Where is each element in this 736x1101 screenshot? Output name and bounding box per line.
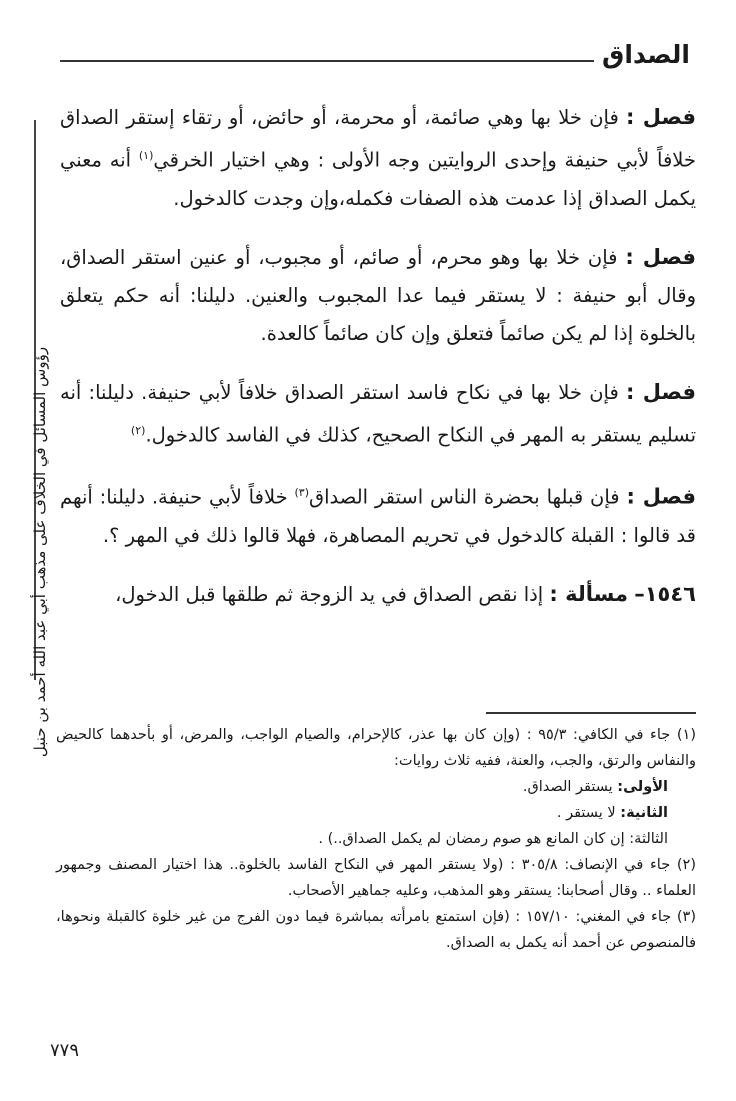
footnote-1-third: الثالثة: إن كان المانع هو صوم رمضان لم يكمل الصداق..) . (318, 831, 668, 847)
header-rule (60, 60, 594, 62)
paragraph-4 (60, 474, 696, 555)
footnote-marker[interactable]: (٢) (130, 423, 146, 437)
footnote-label: الثانية: (620, 805, 668, 821)
footnote-separator (486, 712, 696, 714)
footnote-2: (٢) جاء في الإنصاف: ٣٠٥/٨ : (ولا يستقر المهر في النكاح الفاسد بالخلوة.. هذا اختيار المصنف وجمهور العلماء .. وقال أصحابنا: يستقر وهو المذهب، وعليه جماهير الأصحاب. (56, 857, 696, 899)
paragraph-text: خلافاً لأبي حنيفة. دليلنا: أنهم قد قالوا : القبلة كالدخول في تحريم المصاهرة، فهلا قالوا ذلك في المهر ؟. (60, 485, 696, 547)
paragraph-3 (60, 373, 696, 455)
page-header (60, 40, 690, 74)
paragraph-2 (60, 238, 696, 353)
paragraph-text: فإن خلا بها وهي صائمة، أو محرمة، أو حائض، أو رتقاء إستقر الصداق خلافاً لأبي حنيفة وإحدى الروايتين وجه الأولى : وهي اختيار الخرقي (60, 106, 696, 172)
issue-heading (60, 575, 696, 614)
footnote-1: (١) جاء في الكافي: ٩٥/٣ : (وإن كان بها عذر، كالإحرام، والصيام الواجب، والمرض، أو بأحدهما كالحيض والنفاس والرتق، والجب، والعنة، ففيه ثلاث روايات: (56, 727, 696, 769)
running-title: الصداق (602, 40, 690, 69)
footnotes (56, 722, 696, 956)
paragraph-1 (60, 98, 696, 218)
footnote-text: يستقر الصداق. (522, 779, 613, 795)
paragraph-keyword: فصل : (626, 105, 696, 129)
footnote-text: لا يستقر . (556, 805, 616, 821)
footnote-1-first (56, 774, 696, 800)
paragraph-text: أنه معني يكمل الصداق إذا عدمت هذه الصفات فكمله،وإن وجدت كالدخول. (60, 148, 696, 210)
paragraph-keyword: فصل : (626, 379, 696, 404)
paragraph-keyword: فصل : (625, 244, 696, 269)
footnote-marker[interactable]: (١) (138, 149, 154, 162)
footnote-marker[interactable]: (٣) (294, 486, 309, 499)
paragraph-keyword: فصل : (626, 484, 696, 509)
paragraph-text: فإن خلا بها وهو محرم، أو صائم، أو مجبوب، أو عنين استقر الصداق، وقال أبو حنيفة : لا يستقر فيما عدا المجبوب والعنين. دليلنا: أنه حكم يتعلق بالخلوة إذا لم يكن صائماً فتعلق وإن كان صائماً كالعدة. (60, 245, 696, 345)
footnote-1-second (56, 800, 696, 826)
footnote-label: الأولى: (617, 779, 668, 795)
footnote-3: (٣) جاء في المغني: ١٥٧/١٠ : (فإن استمتع بامرأته بمباشرة فيما دون الفرج من غير خلوة كالقبلة ونحوها، فالمنصوص عن أحمد أنه يكمل به الصداق. (56, 909, 697, 951)
issue-keyword: مسألة : (549, 581, 629, 606)
paragraph-text: فإن خلا بها في نكاح فاسد استقر الصداق خلافاً لأبي حنيفة. دليلنا: أنه تسليم يستقر به المهر في النكاح الصحيح، كذلك في الفاسد كالدخول. (60, 380, 696, 446)
issue-text: إذا نقص الصداق في يد الزوجة ثم طلقها قبل الدخول، (115, 582, 544, 606)
issue-number: ١٥٤٦– (634, 581, 696, 606)
paragraph-text: فإن قبلها بحضرة الناس استقر الصداق (309, 485, 620, 509)
book-title-vertical: رؤوس المسائل في الخلاف على مذهب أبي عبد الله أحمد بن حنبل (31, 346, 49, 758)
page-number: ٧٧٩ (50, 1040, 80, 1061)
main-text (60, 98, 696, 614)
